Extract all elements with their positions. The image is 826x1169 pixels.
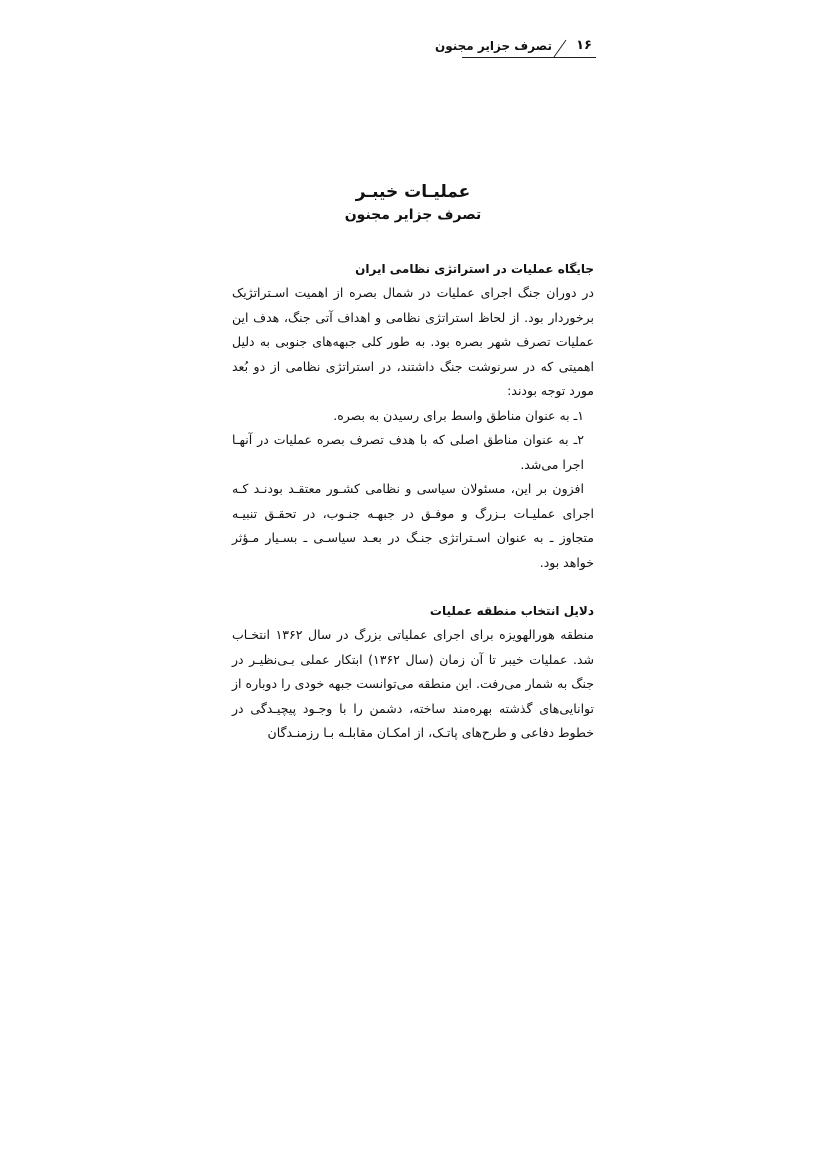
list-item: ۲ـ به عنوان مناطق اصلی که با هدف تصرف بصره عملیات در آنهـا اجرا می‌شد. xyxy=(232,432,584,472)
chapter-title: عملیـات خیبـر xyxy=(355,182,471,202)
list-item: ۱ـ به عنوان مناطق واسط برای رسیدن به بصره. xyxy=(333,407,584,423)
body-content xyxy=(232,257,594,746)
paragraph: افزون بر این، مسئولان سیاسی و نظامی کشـور معتقـد بودنـد کـه اجرای عملیـات بـزرگ و موفـق در جبهـه جنـوب، در تحقـق تنبیـه متجاوز ـ به عنوان اسـتراتژی جنـگ در بعـد سیاسـی ـ بسـیار مـؤثر خواهد بود. xyxy=(232,481,594,570)
header-slash-divider xyxy=(550,38,570,58)
paragraph: در دوران جنگ اجرای عملیات در شمال بصره از اهمیت اسـتراتژیک برخوردار بود. از لحاظ استراتژی نظامی و اهداف آتی جنگ، هدف این عملیات تصرف شهر بصره بود. به طور کلی جبهه‌های جنوبی به دلیل اهمیتی که در سرنوشت جنگ داشتند، در استراتژی نظامی از دو بُعد مورد توجه بودند: xyxy=(232,285,594,398)
page-header xyxy=(434,38,596,60)
chapter-subtitle: تصرف جزایر مجنون xyxy=(344,207,482,223)
header-rule xyxy=(462,57,596,58)
paragraph: منطقه هورالهویزه برای اجرای عملیاتی بزرگ در سال ۱۳۶۲ انتخـاب شد. عملیات خیبر تا آن زمان (سال ۱۳۶۲) ابتکار عملی بـی‌نظیـر در جنگ به شمار می‌رفت. این منطقه می‌توانست جبهه خودی را دوباره از توانایی‌های گذشته بهره‌مند ساخته، دشمن را با وجـود پیچیـدگی در خطوط دفاعی و طرح‌های پاتـک، از امکـان مقابلـه بـا رزمنـدگان xyxy=(232,627,594,740)
page-number: ۱۶ xyxy=(576,38,592,53)
section-heading: دلایل انتخاب منطقه عملیات xyxy=(429,604,594,618)
section-spacer xyxy=(232,575,594,599)
section-heading: جایگاه عملیات در استراتژی نظامی ایران xyxy=(355,262,594,276)
running-title: تصرف جزایر مجنون xyxy=(434,39,552,53)
